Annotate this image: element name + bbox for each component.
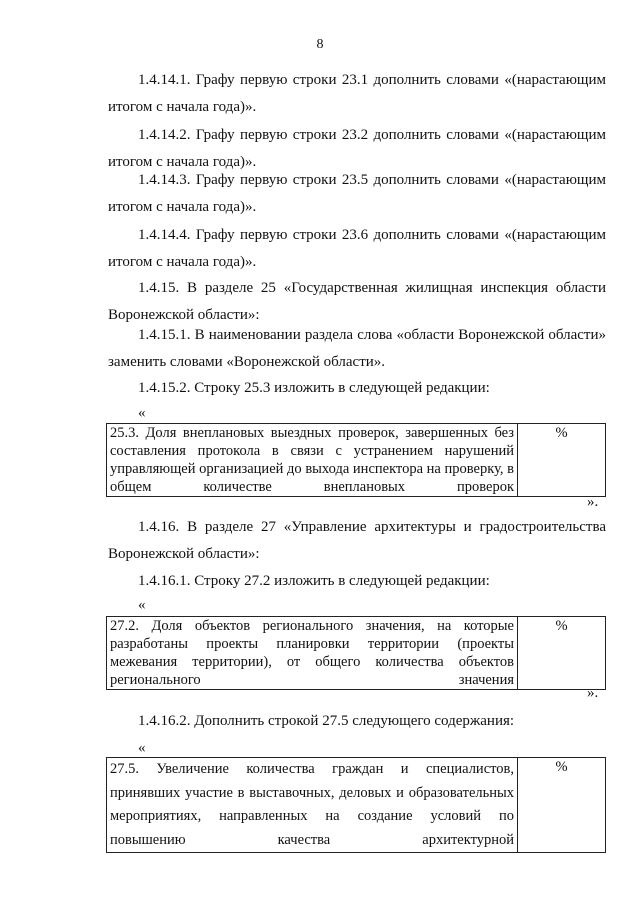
paragraph-1-4-16: 1.4.16. В разделе 27 «Управление архитектуры и градостроительства Воронежской области»: bbox=[108, 519, 606, 562]
replacement-table-27-2 bbox=[106, 616, 606, 690]
quote-open-2: « bbox=[138, 597, 146, 613]
row-27-5-text: 27.5. Увеличение количества граждан и специалистов, принявших участие в выставочных, деловых и образовательных мероприятиях, направленных на создание условий по повышению качества архитектурной bbox=[107, 758, 518, 853]
paragraph-1-4-14-1: 1.4.14.1. Графу первую строки 23.1 дополнить словами «(нарастающим итогом с начала года)». bbox=[108, 72, 606, 115]
row-27-2-unit: % bbox=[518, 617, 606, 690]
paragraph-1-4-16-2: 1.4.16.2. Дополнить строкой 27.5 следующего содержания: bbox=[138, 713, 515, 729]
paragraph-1-4-16-1: 1.4.16.1. Строку 27.2 изложить в следующей редакции: bbox=[138, 573, 490, 589]
paragraph-1-4-14-3: 1.4.14.3. Графу первую строки 23.5 дополнить словами «(нарастающим итогом с начала года)». bbox=[108, 172, 606, 215]
quote-close-1: ». bbox=[587, 494, 599, 510]
paragraph-1-4-15-1: 1.4.15.1. В наименовании раздела слова «области Воронежской области» заменить словами «Воронежской области». bbox=[108, 327, 606, 370]
replacement-table-25-3 bbox=[106, 423, 606, 497]
quote-close-2: ». bbox=[587, 685, 599, 701]
row-25-3-unit: % bbox=[518, 424, 606, 497]
addition-table-27-5 bbox=[106, 757, 606, 853]
row-27-5-unit: % bbox=[518, 758, 606, 853]
paragraph-1-4-15-2: 1.4.15.2. Строку 25.3 изложить в следующей редакции: bbox=[138, 380, 490, 396]
page-number: 8 bbox=[316, 37, 324, 52]
row-25-3-text: 25.3. Доля внеплановых выездных проверок, завершенных без составления протокола в связи с устранением нарушений управляющей организацией до выхода инспектора на проверку, в общем количестве внеплановых проверок bbox=[107, 424, 518, 497]
quote-open-1: « bbox=[138, 405, 146, 421]
paragraph-1-4-14-2: 1.4.14.2. Графу первую строки 23.2 дополнить словами «(нарастающим итогом с начала года)». bbox=[108, 127, 606, 170]
paragraph-1-4-15: 1.4.15. В разделе 25 «Государственная жилищная инспекция области Воронежской области»: bbox=[108, 280, 606, 323]
row-27-2-text: 27.2. Доля объектов регионального значения, на которые разработаны проекты планировки территории (проекты межевания территории), от общего количества объектов регионального значения bbox=[107, 617, 518, 690]
quote-open-3: « bbox=[138, 740, 146, 756]
paragraph-1-4-14-4: 1.4.14.4. Графу первую строки 23.6 дополнить словами «(нарастающим итогом с начала года)». bbox=[108, 227, 606, 270]
